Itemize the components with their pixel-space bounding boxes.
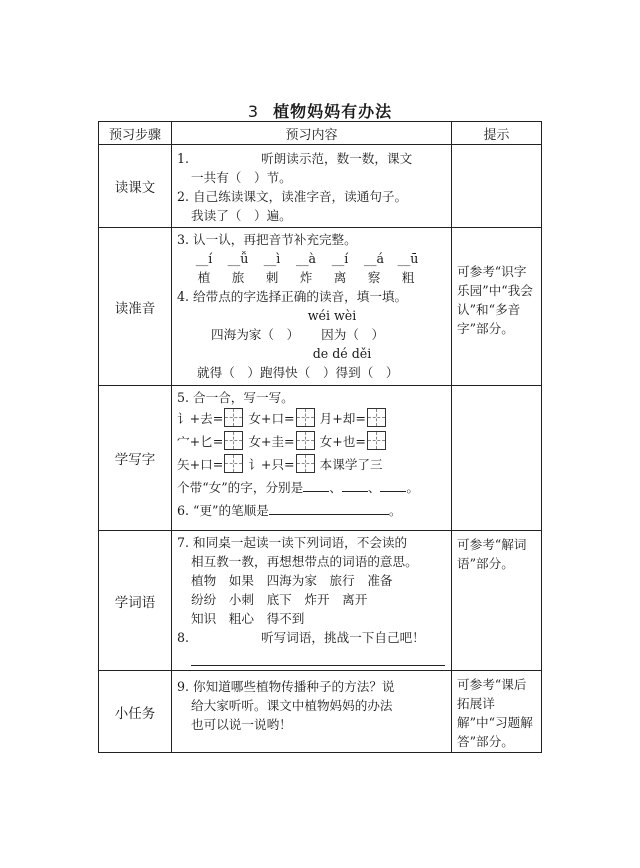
text-line: 就得（ ）跑得快（ ）得到（ ） <box>197 365 399 380</box>
content-cell <box>172 228 452 386</box>
compose-row: 讠+去= 女+口= 月+却= <box>177 407 447 430</box>
text-line: 8. 听写词语，挑战一下自己吧！ <box>177 630 425 645</box>
pinyin-row <box>177 249 447 268</box>
hint-cell: 可参考“识字乐园”中“我会认”和“多音字”部分。 <box>452 228 542 386</box>
page-title <box>0 99 640 122</box>
pinyin-options: wéi wèi <box>307 308 357 323</box>
char-box[interactable] <box>224 408 243 427</box>
header-hint: 提示 <box>452 122 542 145</box>
pinyin-item: __á <box>363 251 385 266</box>
table-row-read-text <box>99 145 542 228</box>
pinyin-item: __ǚ <box>227 251 249 266</box>
preview-table <box>98 121 542 753</box>
char-box[interactable] <box>296 454 315 473</box>
text-line: 我读了（ ）遍。 <box>191 208 292 223</box>
char-box[interactable] <box>367 408 386 427</box>
char-item: 植 <box>197 270 211 285</box>
content-cell <box>172 145 452 228</box>
char-item: 刺 <box>265 270 279 285</box>
lesson-number: 3 <box>247 102 260 121</box>
table-row-small-task <box>99 671 542 753</box>
compose-row: 矢+口= 讠+只= 本课学了三 <box>177 453 447 476</box>
text-line: 7. 和同桌一起读一读下列词语，不会读的 <box>177 535 408 550</box>
text-line: 6. “更”的笔顺是 。 <box>177 503 402 518</box>
content-cell <box>172 386 452 531</box>
pinyin-item: __à <box>295 251 317 266</box>
step-label: 学写字 <box>99 386 172 531</box>
char-box[interactable] <box>224 454 243 473</box>
char-item: 炸 <box>299 270 313 285</box>
text-line: 4. 给带点的字选择正确的读音，填一填。 <box>177 289 408 304</box>
char-row <box>177 268 447 287</box>
hint-cell <box>452 145 542 228</box>
text-line: 给大家听听。课文中植物妈妈的办法 <box>191 698 393 713</box>
pinyin-item: __ū <box>397 251 419 266</box>
compose-row: 宀+匕= 女+圭= 女+也= <box>177 430 447 453</box>
char-item: 离 <box>333 270 347 285</box>
text-line: 相互教一教，再想想带点的词语的意思。 <box>191 554 418 569</box>
content-cell <box>172 671 452 753</box>
char-box[interactable] <box>367 431 386 450</box>
table-row-learn-words <box>99 531 542 671</box>
lesson-title: 植物妈妈有办法 <box>273 102 393 121</box>
dictation-line[interactable] <box>191 651 445 666</box>
char-item: 察 <box>367 270 381 285</box>
text-line: 1. 听朗读示范，数一数，课文 <box>177 151 413 166</box>
step-label: 读准音 <box>99 228 172 386</box>
hint-cell <box>452 386 542 531</box>
header-step: 预习步骤 <box>99 122 172 145</box>
text-line: 也可以说一说哟！ <box>191 717 292 732</box>
pinyin-item: __í <box>195 251 213 266</box>
step-label: 学词语 <box>99 531 172 671</box>
word-list: 知识 粗心 得不到 <box>191 611 305 626</box>
char-box[interactable] <box>296 408 315 427</box>
header-row <box>99 122 542 145</box>
text-line: 2. 自己练读课文，读准字音，读通句子。 <box>177 189 408 204</box>
word-list: 植物 如果 四海为家 旅行 准备 <box>191 573 393 588</box>
word-list: 纷纷 小刺 底下 炸开 离开 <box>191 592 368 607</box>
table-row-read-sounds <box>99 228 542 386</box>
text-line: 一共有（ ）节。 <box>191 170 292 185</box>
char-item: 粗 <box>401 270 415 285</box>
hint-cell: 可参考“解词语”部分。 <box>452 531 542 671</box>
header-content: 预习内容 <box>172 122 452 145</box>
char-box[interactable] <box>224 431 243 450</box>
text-line: 个带“女”的字，分别是 、 、 。 <box>177 480 420 495</box>
hint-cell: 可参考“课后拓展详解”中“习题解答”部分。 <box>452 671 542 753</box>
text-line: 9. 你知道哪些植物传播种子的方法？说 <box>177 679 395 694</box>
step-label: 读课文 <box>99 145 172 228</box>
content-cell <box>172 531 452 671</box>
text-line: 3. 认一认，再把音节补充完整。 <box>177 232 357 247</box>
pinyin-item: __ì <box>263 251 281 266</box>
table-row-write-chars <box>99 386 542 531</box>
pinyin-item: __í <box>331 251 349 266</box>
pinyin-options: de dé děi <box>312 346 372 361</box>
text-line: 5. 合一合，写一写。 <box>177 390 294 405</box>
char-box[interactable] <box>296 431 315 450</box>
text-line: 四海为家（ ） 因为（ ） <box>211 327 385 342</box>
step-label: 小任务 <box>99 671 172 753</box>
char-item: 旅 <box>231 270 245 285</box>
